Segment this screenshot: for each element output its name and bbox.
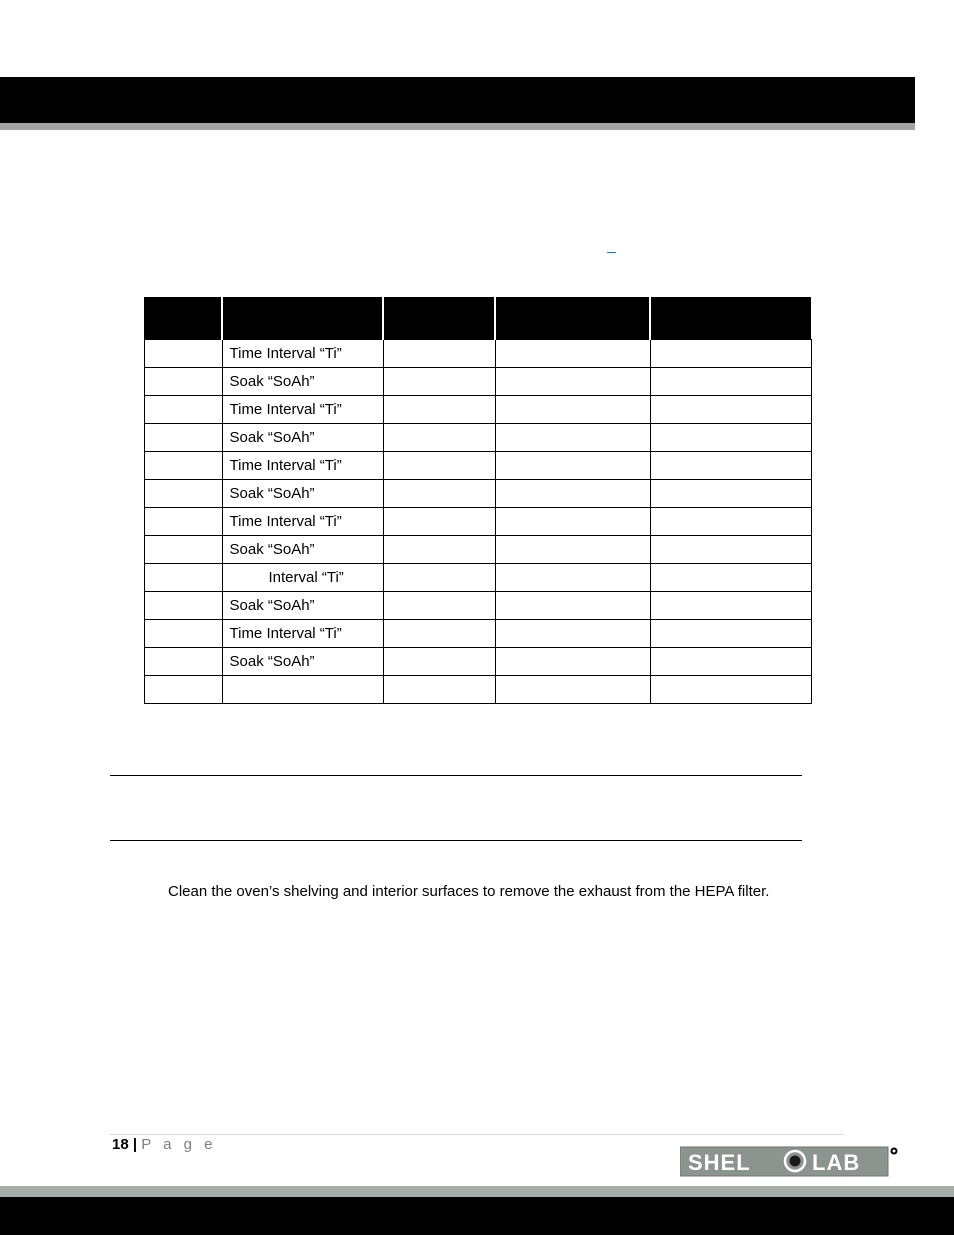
table-cell-label: Soak “SoAh”: [222, 592, 383, 620]
table-header-cell: [222, 297, 383, 340]
table-row: [145, 480, 812, 508]
table-cell-step: [145, 648, 223, 676]
table-cell-label: Soak “SoAh”: [222, 648, 383, 676]
table-cell-c4: [495, 536, 650, 564]
table-cell-c4: [495, 368, 650, 396]
table-cell-label: Time Interval “Ti”: [222, 340, 383, 368]
table-cell-step: [145, 396, 223, 424]
hyperlink-fragment[interactable]: [607, 238, 616, 253]
table-row: [145, 648, 812, 676]
table-row: [145, 508, 812, 536]
page-number-value: 18: [112, 1136, 129, 1153]
table-cell-c5: [650, 424, 811, 452]
table-row: [145, 676, 812, 704]
note-bottom-rule: [110, 840, 802, 841]
table-row: [145, 536, 812, 564]
table-row: [145, 340, 812, 368]
table-cell-c4: [495, 592, 650, 620]
footer-rule: [110, 1134, 844, 1135]
footer-band-gray: [0, 1186, 954, 1197]
table-cell-c3: [383, 564, 495, 592]
logo-text-right: LAB: [812, 1150, 861, 1175]
shel-lab-logo: [680, 1145, 900, 1178]
table-cell-step: [145, 508, 223, 536]
page-number-separator: |: [132, 1136, 138, 1153]
table-cell-c3: [383, 424, 495, 452]
table-cell-step: [145, 676, 223, 704]
table-cell-c4: [495, 620, 650, 648]
table-cell-label: Time Interval “Ti”: [222, 452, 383, 480]
table-cell-step: [145, 340, 223, 368]
table-cell-c5: [650, 396, 811, 424]
table-cell-c5: [650, 508, 811, 536]
table-cell-c3: [383, 396, 495, 424]
table-cell-c5: [650, 648, 811, 676]
table-cell-c4: [495, 396, 650, 424]
logo-text-left: SHEL: [688, 1150, 751, 1175]
table-row: [145, 592, 812, 620]
table-cell-c4: [495, 648, 650, 676]
table-cell-c5: [650, 536, 811, 564]
table-cell-c5: [650, 676, 811, 704]
table-cell-c3: [383, 648, 495, 676]
table-cell-step: [145, 424, 223, 452]
table-cell-step: [145, 564, 223, 592]
table-cell-c4: [495, 508, 650, 536]
table-cell-label: Soak “SoAh”: [222, 424, 383, 452]
program-table: [144, 297, 812, 704]
footer-band-black: [0, 1197, 954, 1235]
note-top-rule: [110, 775, 802, 776]
table-cell-c5: [650, 340, 811, 368]
table-cell-label: Soak “SoAh”: [222, 480, 383, 508]
table-cell-label: Soak “SoAh”: [222, 368, 383, 396]
table-cell-label: Soak “SoAh”: [222, 536, 383, 564]
table-cell-c4: [495, 452, 650, 480]
table-cell-label: Interval “Ti”: [222, 564, 383, 592]
table-cell-c3: [383, 592, 495, 620]
table-header-cell: [145, 297, 223, 340]
table-cell-c3: [383, 676, 495, 704]
table-cell-c4: [495, 424, 650, 452]
table-cell-c5: [650, 592, 811, 620]
table-body: [145, 340, 812, 704]
table-cell-label: Time Interval “Ti”: [222, 508, 383, 536]
cleaning-instruction: Clean the oven’s shelving and interior surfaces to remove the exhaust from the HEPA filter.: [168, 883, 770, 900]
table-cell-c4: [495, 564, 650, 592]
table-row: [145, 396, 812, 424]
table-header-row: [145, 297, 812, 340]
table-cell-step: [145, 452, 223, 480]
table-cell-c3: [383, 368, 495, 396]
table-header-cell: [383, 297, 495, 340]
table-cell-c4: [495, 340, 650, 368]
table-header-cell: [495, 297, 650, 340]
table-cell-c3: [383, 480, 495, 508]
table-row: [145, 368, 812, 396]
table-cell-label: [222, 676, 383, 704]
header-bar-shadow: [0, 123, 915, 130]
table-cell-c3: [383, 340, 495, 368]
table-cell-c4: [495, 480, 650, 508]
table-row: [145, 620, 812, 648]
logo-dot-icon: [790, 1156, 801, 1167]
page-number: [112, 1136, 217, 1153]
table-cell-c5: [650, 368, 811, 396]
header-bar: [0, 77, 915, 123]
table-row: [145, 424, 812, 452]
page-word: P a g e: [141, 1136, 217, 1153]
table-cell-step: [145, 592, 223, 620]
table-cell-c5: [650, 564, 811, 592]
table-cell-c3: [383, 508, 495, 536]
table-cell-c5: [650, 620, 811, 648]
table-cell-label: Time Interval “Ti”: [222, 396, 383, 424]
table-cell-c3: [383, 452, 495, 480]
table-cell-c3: [383, 620, 495, 648]
table-row: [145, 564, 812, 592]
table-cell-step: [145, 536, 223, 564]
table-cell-step: [145, 480, 223, 508]
table-cell-c3: [383, 536, 495, 564]
table-cell-step: [145, 620, 223, 648]
table-header-cell: [650, 297, 811, 340]
table-cell-c5: [650, 480, 811, 508]
table-cell-step: [145, 368, 223, 396]
table-row: [145, 452, 812, 480]
table-cell-label: Time Interval “Ti”: [222, 620, 383, 648]
table-cell-c4: [495, 676, 650, 704]
table-cell-c5: [650, 452, 811, 480]
